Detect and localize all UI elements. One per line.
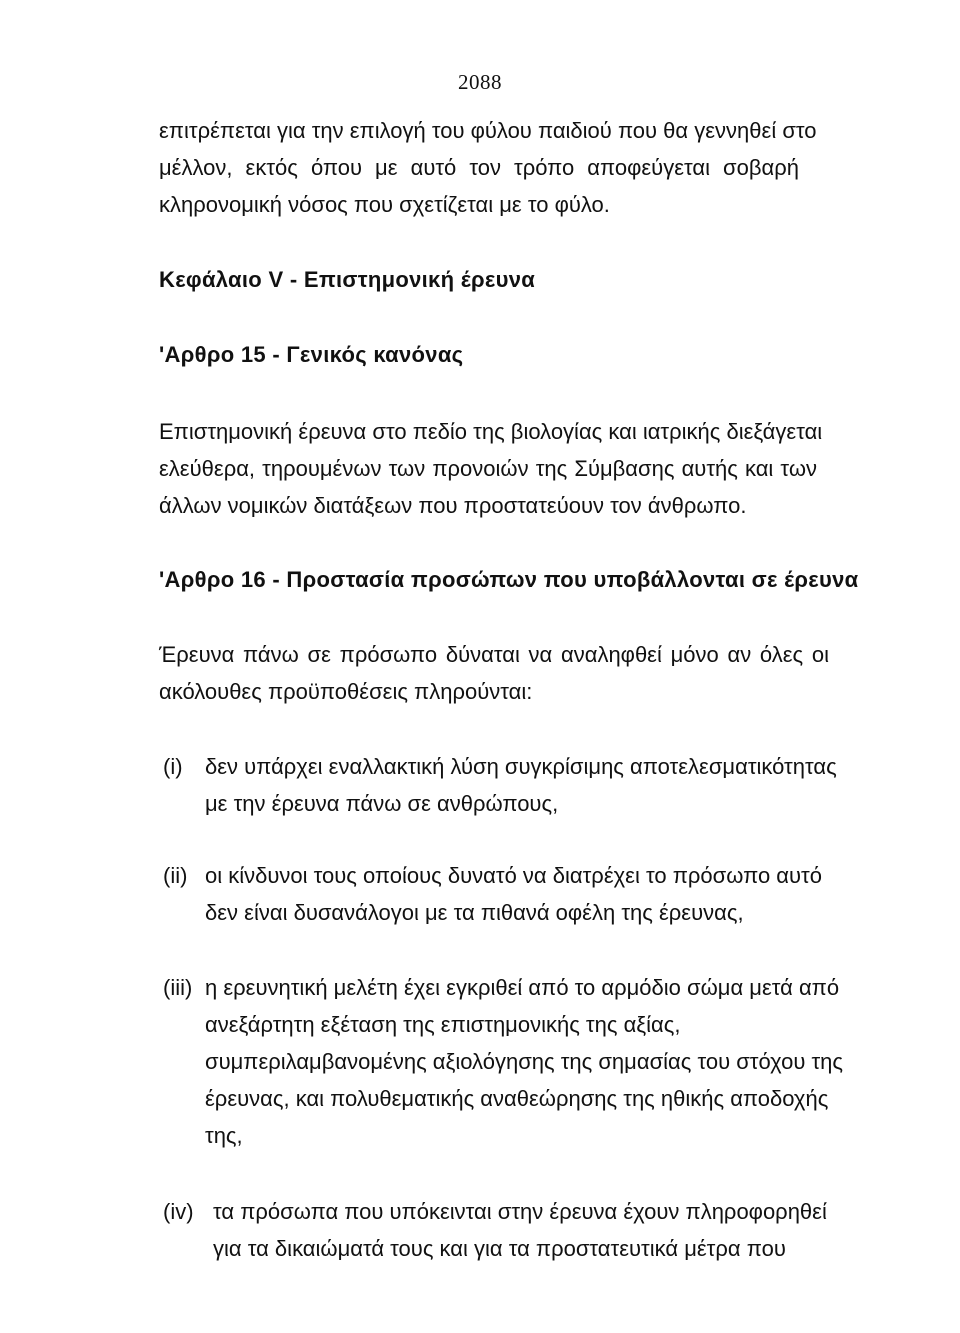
text-line: ανεξάρτητη εξέταση της επιστημονικής της αξίας, (205, 1012, 681, 1037)
text-line: τα πρόσωπα που υπόκεινται στην έρευνα έχουν πληροφορηθεί (213, 1199, 827, 1224)
article-15-title: 'Αρθρο 15 - Γενικός κανόνας (159, 342, 464, 367)
text-line: συμπεριλαμβανομένης αξιολόγησης της σημασίας του στόχου της (205, 1049, 843, 1074)
list-marker: (ii) (163, 863, 188, 888)
text-line: ακόλουθες προϋποθέσεις πληρούνται: (159, 679, 533, 704)
text-line: Έρευνα πάνω σε πρόσωπο δύναται να αναληφθεί μόνο αν όλες οι (159, 642, 829, 667)
text-line: έρευνας, και πολυθεματικής αναθεώρησης της ηθικής αποδοχής (205, 1086, 829, 1111)
text-line: δεν είναι δυσανάλογοι με τα πιθανά οφέλη της έρευνας, (205, 900, 744, 925)
text-line: της, (205, 1123, 243, 1148)
article-16-title: 'Αρθρο 16 - Προστασία προσώπων που υποβάλλονται σε έρευνα (159, 567, 859, 592)
text-line: κληρονομική νόσος που σχετίζεται με το φύλο. (159, 192, 610, 217)
text-line: με την έρευνα πάνω σε ανθρώπους, (205, 791, 559, 816)
list-marker: (iv) (163, 1199, 194, 1224)
text-line: οι κίνδυνοι τους οποίους δυνατό να διατρέχει το πρόσωπο αυτό (205, 863, 822, 888)
text-line: ελεύθερα, τηρουμένων των προνοιών της Σύμβασης αυτής και των (159, 456, 817, 481)
text-line: Επιστημονική έρευνα στο πεδίο της βιολογίας και ιατρικής διεξάγεται (159, 419, 823, 444)
page-number: 2088 (458, 70, 502, 94)
chapter-title: Κεφάλαιο V - Επιστημονική έρευνα (159, 267, 536, 292)
list-marker: (i) (163, 754, 183, 779)
list-marker: (iii) (163, 975, 193, 1000)
text-line: η ερευνητική μελέτη έχει εγκριθεί από το αρμόδιο σώμα μετά από (205, 975, 840, 1000)
text-line: μέλλον, εκτός όπου με αυτό τον τρόπο αποφεύγεται σοβαρή (159, 155, 799, 180)
text-line: δεν υπάρχει εναλλακτική λύση συγκρίσιμης αποτελεσματικότητας (205, 754, 837, 779)
text-line: επιτρέπεται για την επιλογή του φύλου παιδιού που θα γεννηθεί στο (159, 118, 817, 143)
text-line: άλλων νομικών διατάξεων που προστατεύουν τον άνθρωπο. (159, 493, 747, 518)
text-line: για τα δικαιώματά τους και για τα προστατευτικά μέτρα που (213, 1236, 786, 1261)
